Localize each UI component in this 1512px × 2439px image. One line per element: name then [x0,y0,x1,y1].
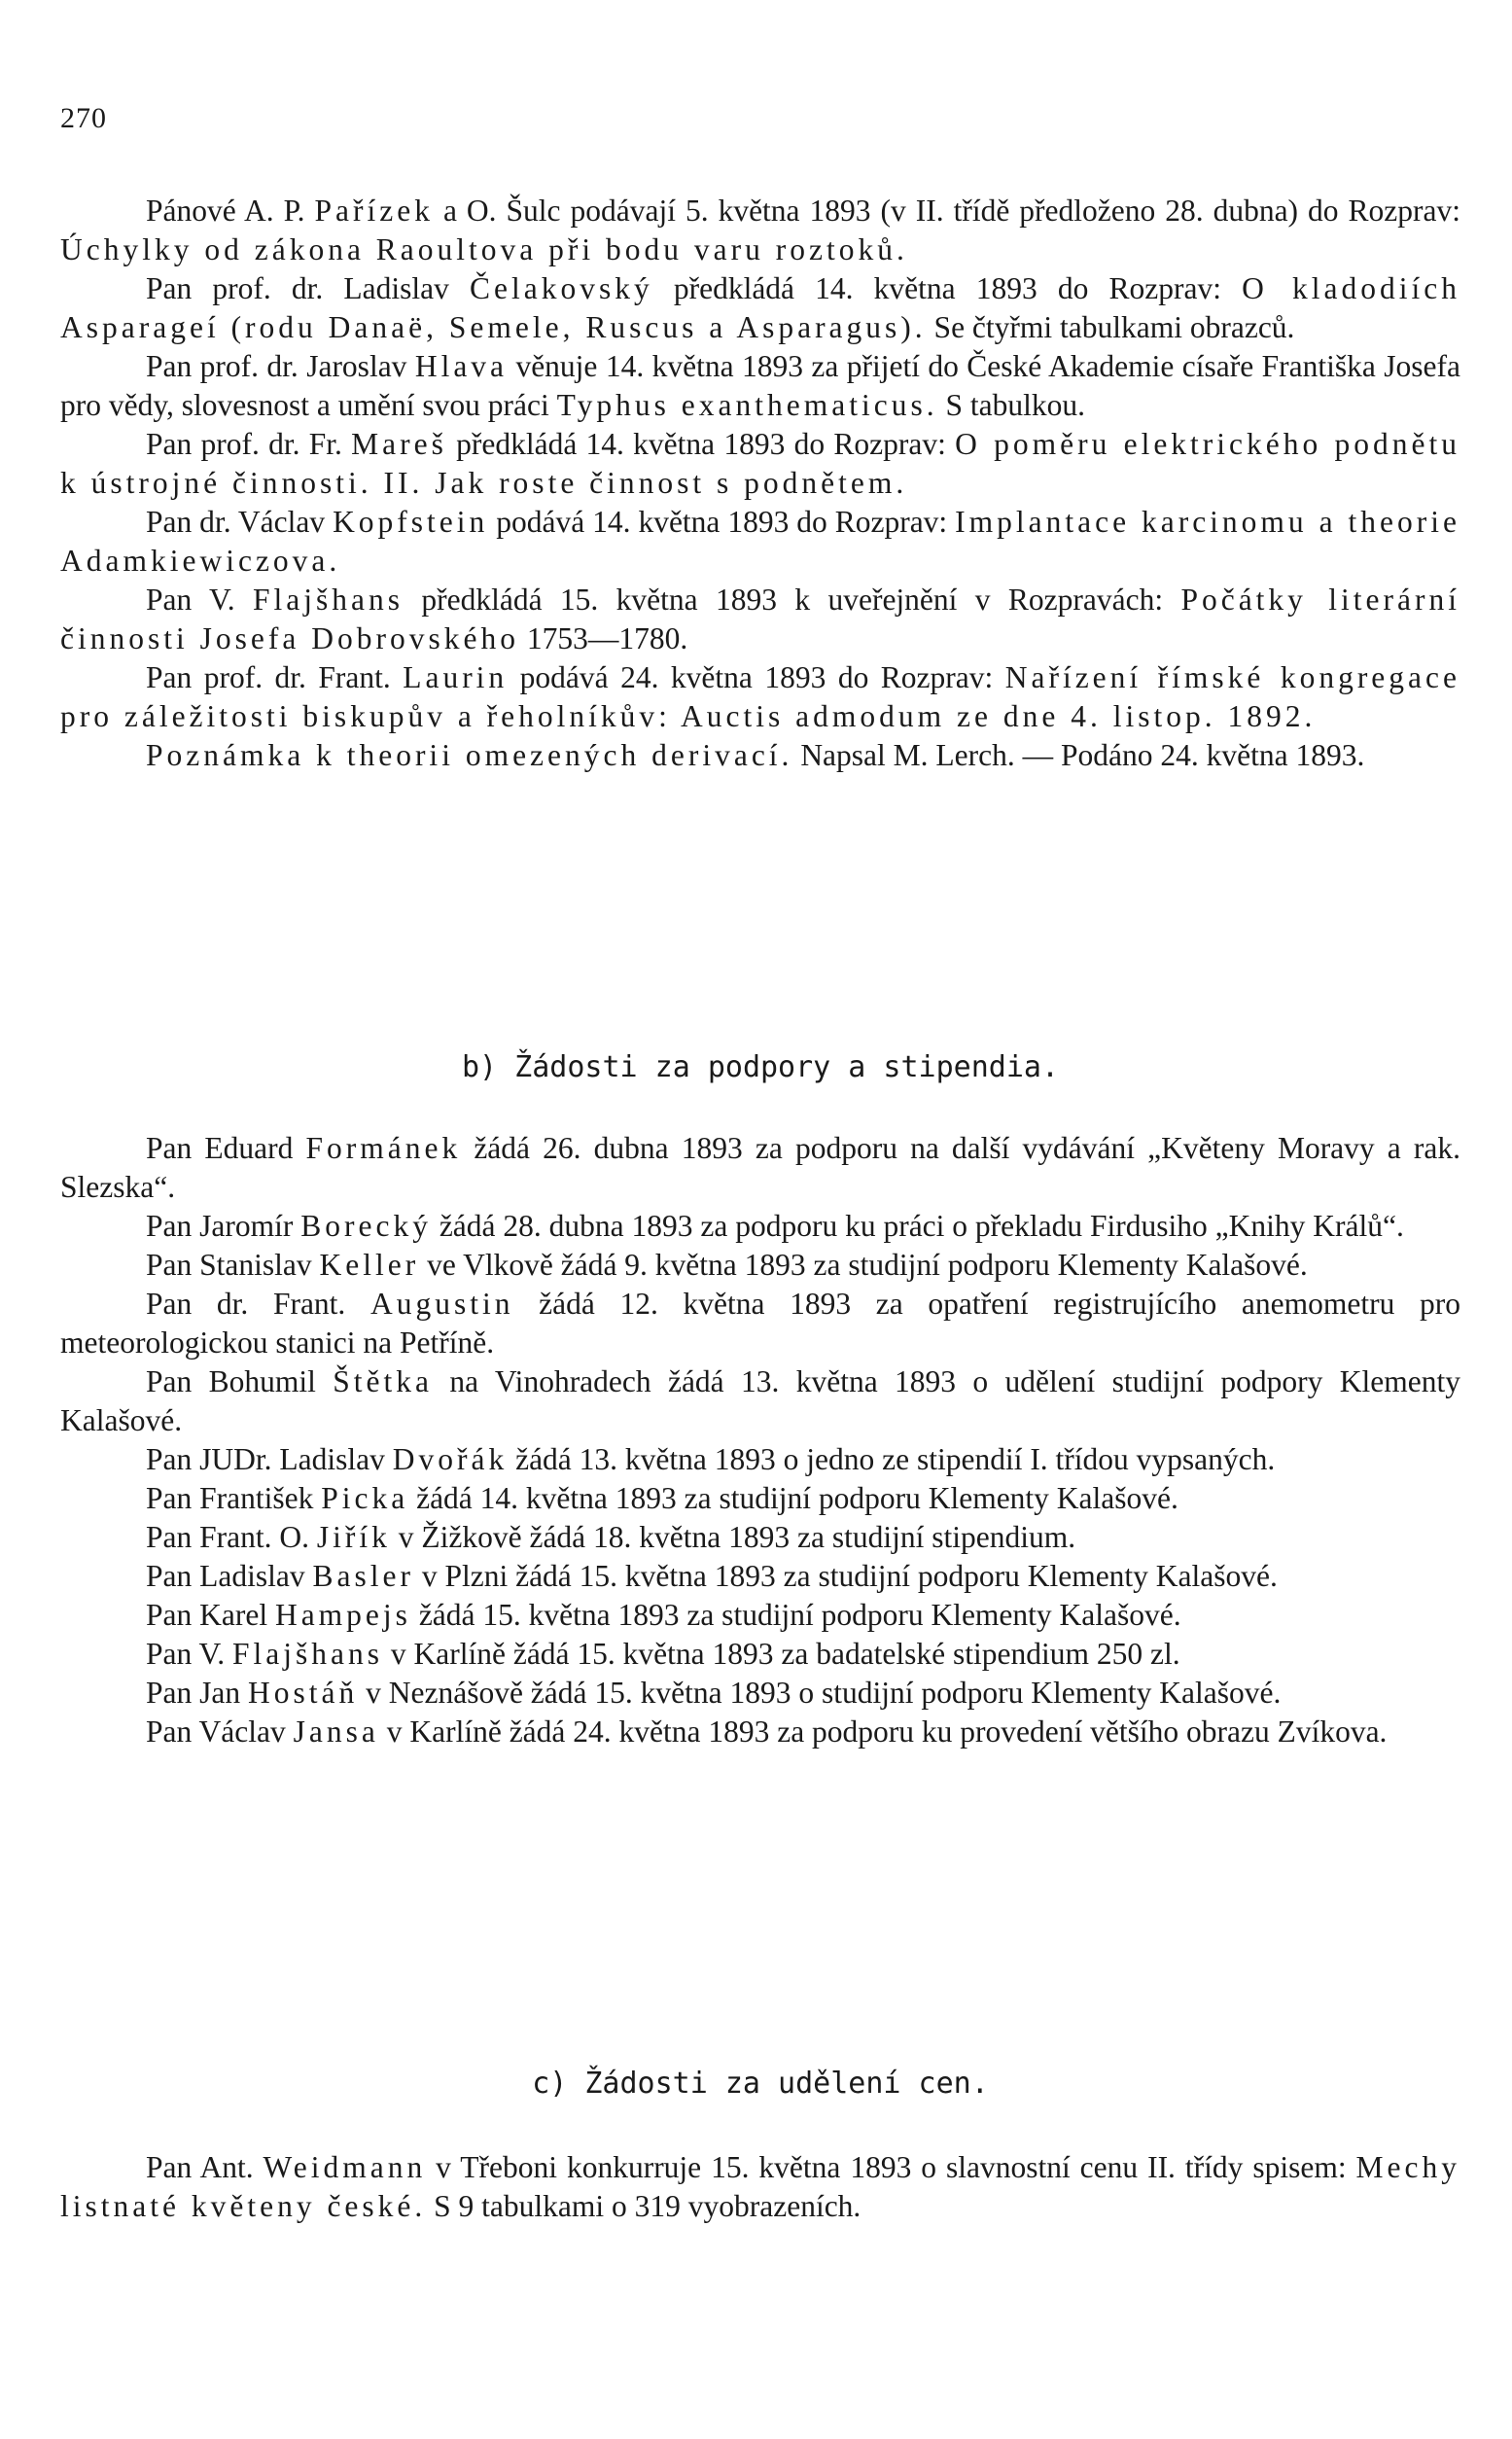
emphasis-text: Kopfstein [333,505,489,539]
text-run: žádá 13. května 1893 o jedno ze stipendií I. třídou vypsaných. [508,1442,1276,1476]
section-heading-grants: b) Žádosti za podpory a stipendia. [461,1050,1060,1084]
section-grant-requests [60,1129,1460,1751]
text-run: Pan Eduard [146,1131,306,1165]
emphasis-text: Augustin [369,1287,514,1321]
text-run: Pan Frant. O. [146,1520,317,1554]
emphasis-text: Keller [319,1248,420,1282]
emphasis-text: Jiřík [316,1520,391,1554]
text-run: ve Vlkově žádá 9. května 1893 za studijní podporu Klementy Kalašové. [419,1248,1308,1282]
text-run: na Vinohradech žádá 13. května 1893 o udělení studijní podpory Klementy Kalašové. [60,1364,1460,1437]
section-heading-prizes: c) Žádosti za udělení cen. [532,2067,989,2101]
emphasis-text: Mareš [351,427,447,461]
section-prize-requests [60,2148,1460,2226]
paragraph [60,2148,1460,2226]
emphasis-text: Implantace karcinomu a theorie Adamkiewiczova. [60,505,1460,578]
text-run: Napsal M. Lerch. — Podáno 24. května 1893. [792,738,1365,772]
text-run: S tabulkou. [937,388,1085,422]
paragraph [60,581,1460,658]
text-run: v Třeboni konkurruje 15. května 1893 o slavnostní cenu II. třídy spisem: [426,2150,1356,2184]
text-run: podává 14. května 1893 do Rozprav: [488,505,956,539]
emphasis-text: O kladodiích Asparageí (rodu Danaë, Semele, Ruscus a Asparagus). [60,271,1460,344]
text-run: Pan prof. dr. Frant. [146,660,404,694]
paragraph [60,269,1460,347]
emphasis-text: Flajšhans [232,1637,384,1671]
text-run: Pan Ladislav [146,1559,313,1593]
emphasis-text: Formánek [305,1131,462,1165]
text-run: v Karlíně žádá 15. května 1893 za badatelské stipendium 250 zl. [383,1637,1180,1671]
text-run: věnuje 14. května 1893 za přijetí do České Akademie císaře Františka Josefa pro vědy, slovesnost a umění svou práci [60,349,1460,422]
paragraph [60,1129,1460,1207]
emphasis-text: Jansa [293,1714,379,1749]
text-run: Pan prof. dr. Fr. [146,427,352,461]
text-run: Pan prof. dr. Ladislav [146,271,470,305]
emphasis-text: Poznámka k theorii omezených derivací. [146,738,793,772]
emphasis-text: Nařízení římské kongregace pro záležitosti biskupův a řeholníkův: Auctis admodum ze dne 4. listop. 1892. [60,660,1460,733]
emphasis-text: Laurin [403,660,509,694]
paragraph [60,1440,1460,1479]
text-run: předkládá 14. května 1893 do Rozprav: [652,271,1243,305]
emphasis-text: Dvořák [392,1442,509,1476]
paragraph [60,1713,1460,1751]
paragraph [60,1518,1460,1557]
text-run: Pan JUDr. Ladislav [146,1442,393,1476]
text-run: podává 24. května 1893 do Rozprav: [508,660,1005,694]
text-run: Se čtyřmi tabulkami obrazců. [926,310,1295,344]
text-run: 1753—1780. [518,621,688,655]
text-run: Pan Karel [146,1598,275,1632]
emphasis-text: Hampejs [274,1598,411,1632]
emphasis-text: Mechy listnaté květeny české. [60,2150,1460,2223]
text-run: Pan dr. Václav [146,505,334,539]
section-submissions [60,192,1460,775]
text-run: Pan V. [146,583,253,617]
paragraph [60,1635,1460,1674]
emphasis-text: Typhus exanthematicus. [556,388,938,422]
text-run: v Neznášově žádá 15. května 1893 o studijní podporu Klementy Kalašové. [358,1676,1282,1710]
emphasis-text: Počátky literární činnosti Josefa Dobrovského [60,583,1461,655]
text-run: Pan Jan [146,1676,248,1710]
emphasis-text: Úchylky od zákona Raoultova při bodu varu roztoků. [60,232,908,266]
text-run: žádá 26. dubna 1893 za podporu na další vydávání „Květeny Moravy a rak. Slezska“. [60,1131,1460,1204]
paragraph [60,347,1460,425]
paragraph [60,1557,1460,1596]
emphasis-text: Borecký [300,1209,432,1243]
text-run: předkládá 14. května 1893 do Rozprav: [446,427,956,461]
paragraph [60,1285,1460,1362]
text-run: Pan Ant. [146,2150,264,2184]
paragraph [60,1674,1460,1713]
text-run: žádá 12. května 1893 za opatření registrujícího anemometru pro meteorologickou stanici na Petříně. [60,1287,1460,1360]
text-run: v Plzni žádá 15. května 1893 za studijní podporu Klementy Kalašové. [413,1559,1278,1593]
emphasis-text: Pařízek [314,194,434,228]
emphasis-text: Hlava [414,349,509,383]
text-run: a O. Šulc podávají 5. května 1893 (v II. třídě předloženo 28. dubna) do Rozprav: [433,194,1460,228]
emphasis-text: Flajšhans [252,583,404,617]
emphasis-text: O poměru elektrického podnětu k ústrojné činnosti. II. Jak roste činnost s podnětem. [60,427,1460,500]
paragraph [60,1207,1460,1246]
text-run: Pan Václav [146,1714,294,1749]
paragraph [60,736,1460,775]
text-run: Pan Bohumil [146,1364,334,1398]
text-run: Pan dr. Frant. [146,1287,370,1321]
text-run: žádá 28. dubna 1893 za podporu ku práci o překladu Firdusiho „Knihy Králů“. [431,1209,1404,1243]
paragraph [60,425,1460,503]
text-run: S 9 tabulkami o 319 vyobrazeních. [426,2189,861,2223]
text-run: Pan František [146,1481,322,1515]
text-run: žádá 15. května 1893 za studijní podporu Klementy Kalašové. [410,1598,1181,1632]
emphasis-text: Picka [321,1481,409,1515]
text-run: předkládá 15. května 1893 k uveřejnění v Rozpravách: [404,583,1181,617]
text-run: Pan Stanislav [146,1248,320,1282]
emphasis-text: Čelakovský [469,271,653,305]
emphasis-text: Weidmann [263,2150,427,2184]
text-run: Pan V. [146,1637,232,1671]
paragraph [60,658,1460,736]
page-number: 270 [60,102,107,134]
paragraph [60,1596,1460,1635]
text-run: v Karlíně žádá 24. května 1893 za podporu ku provedení většího obrazu Zvíkova. [378,1714,1388,1749]
text-run: Pan prof. dr. Jaroslav [146,349,415,383]
text-run: žádá 14. května 1893 za studijní podporu Klementy Kalašové. [408,1481,1178,1515]
emphasis-text: Štětka [333,1364,433,1398]
text-run: Pánové A. P. [146,194,315,228]
emphasis-text: Basler [312,1559,414,1593]
paragraph [60,192,1460,269]
paragraph [60,503,1460,581]
emphasis-text: Hostáň [248,1676,359,1710]
paragraph [60,1479,1460,1518]
paragraph [60,1246,1460,1285]
text-run: v Žižkově žádá 18. května 1893 za studijní stipendium. [390,1520,1076,1554]
text-run: Pan Jaromír [146,1209,301,1243]
paragraph [60,1362,1460,1440]
